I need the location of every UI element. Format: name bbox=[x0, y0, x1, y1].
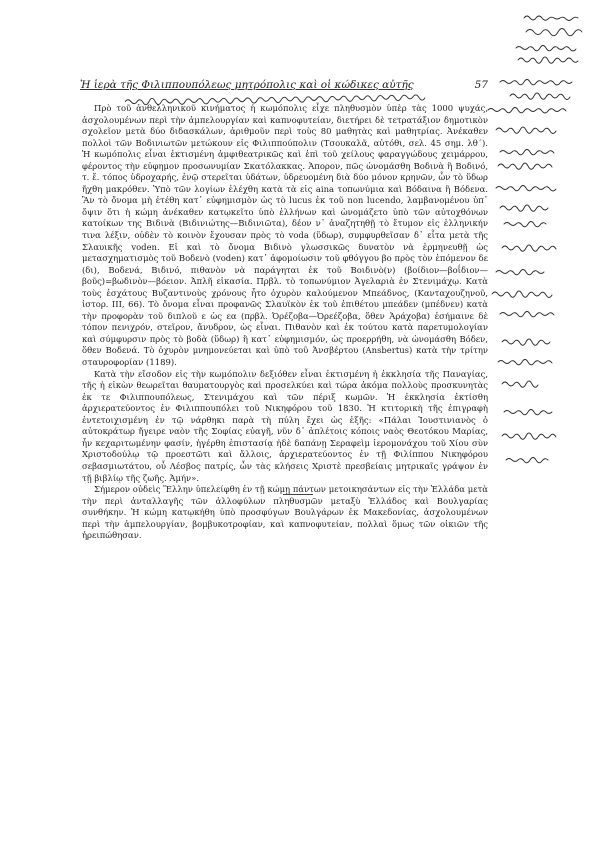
handwritten-margin-notes bbox=[486, 12, 600, 492]
paragraph: Πρὸ τοῦ ἀνθελληνικοῦ κινήματος ἡ κωμόπολις εἶχε πληθυσμὸν ὑπὲρ τὰς 1000 ψυχάς, ἀσχολουμένων περὶ τὴν ἀμπελουργίαν καὶ καπνοφυτείαν, διετήρει δὲ τετρατάξιον δημοτικὸν σχολεῖον μετὰ δύο διδασκάλων, ἀριθμοῦν περὶ τοὺς 80 μαθητὰς καὶ μαθητρίας. Ἀνέκαθεν πολλοὶ τῶν Βοδινιωτῶν μετώκουν εἰς Φιλιππούπολιν (Τσουκαλᾶ, αὐτόθι, σελ. 45 σημ. λθ΄). Ἡ κωμόπολις εἶναι ἐκτισμένη ἀμφιθεατρικῶς καὶ ἐπὶ τοῦ χείλους φαραγγώδους χειμάρρου, φέροντος τὴν εὐφημον προσωνυμίαν Σκατόλακκας. Ἀπορον, πῶς ὠνομάσθη Βοδινὰ ἢ Βοδινό, τ. ἔ. τόπος ὑδροχαρής, ἐνῷ στερεῖται ὑδάτων, ὑδρευομένη διὰ δύο μόνον κρηνῶν, ὧν τὸ ὕδωρ ἤχθη μακρόθεν. Ὑπὸ τῶν λογίων ἐλέχθη κατὰ τὰ εἰς aina τοπωνύμια καὶ Βόδαινα ἢ Βόδενα. Ἂν τὸ ὄνομα μὴ ἐτέθη κατ᾿ εὐφημισμὸν ὡς τὸ lucus ἐκ τοῦ non lucendo, λαμβανομένου ὑπ᾿ ὄψιν ὅτι ἡ κώμη ἀνέκαθεν κατῳκεῖτο ὑπὸ ἑλλήνων καὶ ὠνομάζετο ὑπὸ τῶν αὐτοχθόνων κατοίκων της Βιδινὰ (Βιδινιώτης—Βιδινιῶτα), δέον ν᾿ ἀναζητηθῇ τὸ ἔτυμον εἰς ἑλληνικήν τινα λέξιν, οὐδὲν τὸ κοινὸν ἔχουσαν πρὸς τὸ voda (ὕδωρ), συμφυρθεῖσαν δ᾿ εἶτα μετὰ τῆς Σλαυικῆς voden. Εἰ καὶ τὸ ὄνομα Βιδινὸ γλωσσικῶς δυνατὸν νὰ ἑρμηνευθῇ ὡς μετασχηματισμὸς τοῦ Βοδενὸ (voden) κατ᾿ ἀφομοίωσιν τοῦ φθόγγου βο πρὸς τὸν ἑπόμενον δε (δι), Βοδενά, Βιδινό, πιθανὸν νὰ παράγηται ἐκ τοῦ Βοιδινὸ(ν) (βοίδιον—βοΐδιον—βοῦς)=βωδινὸν—βόειον. Ἀπλῆ εἰκασία. Πρβλ. τὸ τοπωνύμιον Ἀγελαριὰ ἐν Στενιμάχῳ. Κατὰ τοὺς ἐσχάτους Βυζαντινοὺς χρόνους ἦτο ὀχυρὸν καλούμενον Μπεάδνος, (Κανταχουζηνοῦ, ἱστορ. III, 66). Τὸ ὄνομα εἶναι προφανῶς Σλαυϊκὸν ἐκ τοῦ ἐπιθέτου μπεάδεν (μπέδνεν) κατὰ τὴν προφορὰν τοῦ διπλοῦ ε ὡς εα (πρβλ. Ὀρέζοβα—Ὀρεέζοβα, ὅθεν Ἀράχοβα) ἐσήμαινε δὲ τόπον πενιχρόν, στεῖρον, ἄνυδρον, ὡς εἶναι. Πιθανὸν καὶ ἐκ τούτου κατὰ παρετυμολογίαν καὶ σύμφυρσιν πρὸς τὸ βοδὰ (ὕδωρ) ἢ κατ᾿ εὐφημισμόν, ὡς προερρήθη, νὰ ὠνομάσθη Βόδεν, ὅθεν Βοδενά. Τὸ ὀχυρὸν μνημονεύεται καὶ ὑπὸ τοῦ Ἀνσβέρτου (Ansbertus) κατὰ τὴν τρίτην σταυροφορίαν (1189). bbox=[82, 103, 488, 368]
paragraph: Σήμερον οὐδεὶς Ἕλλην ὑπελείφθη ἐν τῇ κώμῃ πάντων μετοικησάντων εἰς τὴν Ἑλλάδα μετὰ τὴν περὶ ἀνταλλαγῆς τῶν ἀλλοφύλων πληθυσμῶν μεταξὺ Ἑλλάδος καὶ Βουλγαρίας συνθήκην. Ἡ κώμη κατῳκήθη ὑπὸ προσφύγων Βουλγάρων ἐκ Μακεδονίας, ἀσχολουμένων περὶ τὴν ἀμπελουργίαν, βομβυκοτροφίαν, καὶ καπνοφυτείαν, πολλαὶ ὅμως τῶν οἰκιῶν τῆς ἠρειπώθησαν. bbox=[82, 484, 488, 541]
running-header bbox=[80, 79, 488, 91]
header-title: Ἡ ἱερὰ τῆς Φιλιππουπόλεως μητρόπολις καὶ οἱ κώδικες αὐτῆς bbox=[80, 79, 414, 91]
body-text bbox=[82, 103, 488, 542]
paragraph: Κατὰ τὴν εἴσοδον εἰς τὴν κωμόπολιν δεξιόθεν εἶναι ἐκτισμένη ἡ ἐκκλησία τῆς Παναγίας, τῆς ἡ εἰκὼν θεωρεῖται θαυματουργὸς καὶ προσελκύει καὶ τώρα ἀκόμα πολλοὺς προσκυνητὰς ἐκ τε Φιλιππουπόλεως, Στενιμάχου καὶ τῶν πέριξ κωμῶν. Ἡ ἐκκλησία ἐκτίσθη ἀρχιερατεύοντος ἐν Φιλιππουπόλει τοῦ Νικηφόρου τοῦ 1830. Ἡ κτιτορικὴ τῆς ἐπιγραφὴ ἐντετοιχισμένη ἐν τῷ νάρθηκι παρὰ τὴ πύλη ἔχει ὡς ἑξῆς: «Πάλαι Ἰουστινιανὸς ὁ αὐτοκράτωρ ἤγειρε ναὸν τῆς Σοφίας εὐαγῆ, νῦν δ᾿ ἀπλέτοις κόποις ναὸς Θεοτόκου Μαρίας, ἦν κεχαριτωμένην φασίν, ἠγέρθη ἐπιστασίᾳ ἠδὲ δαπάνῃ Σεραφεὶμ ἱερομονάχου τοῦ Χίου σὺν Χριστοδούλῳ τῷ προεστῶτι καὶ ἄλλοις, ἀρχιερατεύοντος ἐν τῇ Φιλίππου Νικηφόρου σεβασμιωτάτου, οὗ Λέσβος πατρίς, ὧν τὰς κλήσεις Χριστὲ πρεσβείαις μητρικαῖς γράψον ἐν τῇ βιβλίῳ τῆς ζωῆς. Ἀμήν». bbox=[82, 368, 488, 483]
section-separator bbox=[283, 494, 313, 495]
handwriting-scribble bbox=[486, 12, 600, 492]
page-number: 57 bbox=[474, 79, 488, 91]
